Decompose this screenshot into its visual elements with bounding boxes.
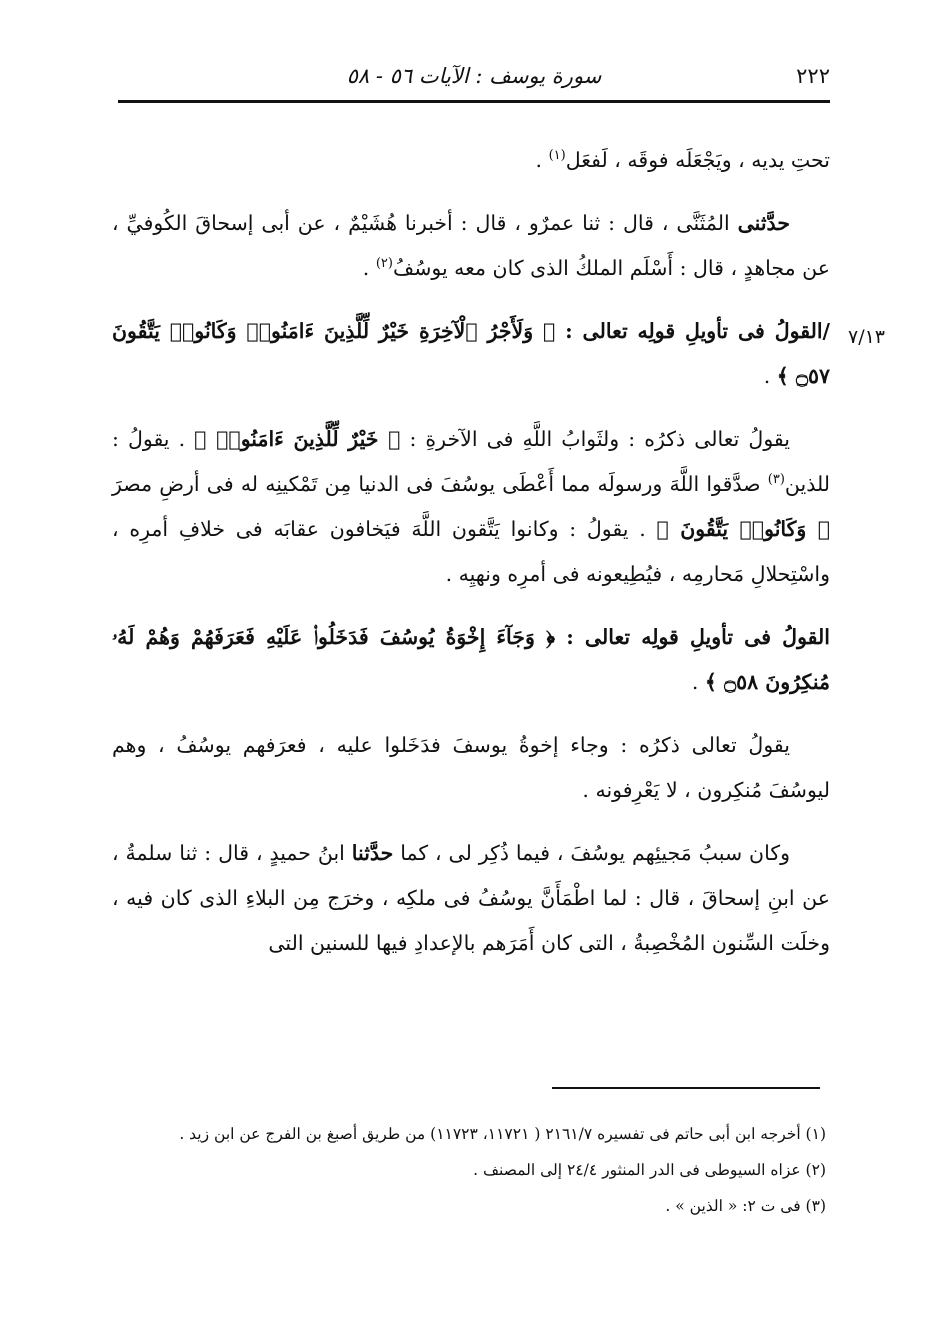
section-heading-tail: . bbox=[763, 364, 777, 388]
paragraph-1 bbox=[112, 138, 830, 183]
section-heading-tail-2: . bbox=[691, 670, 705, 694]
header-rule bbox=[118, 100, 830, 103]
footnote-ref-1: (١) bbox=[548, 148, 566, 164]
footnote-3: (٣) فى ت ٢: « الذين » . bbox=[665, 1197, 826, 1215]
section-heading-lead: /القولُ فى تأويلِ قولِه تعالى : bbox=[565, 319, 830, 343]
quran-quote-1: ﴿ خَيْرٌ لِّلَّذِينَ ءَامَنُوا۟ ﴾ bbox=[194, 427, 401, 451]
section-heading-lead-2: القولُ فى تأويلِ قولِه تعالى : bbox=[566, 625, 830, 649]
footnote-ref-2: (٢) bbox=[375, 256, 393, 272]
footnote-rule bbox=[552, 1087, 820, 1089]
margin-volume-page-note: ٧/١٣ bbox=[848, 326, 886, 348]
quran-verse-57: ﴿ وَلَأَجْرُ ٱلْآخِرَةِ خَيْرٌ لِّلَّذِينَ ءَامَنُوا۟ وَكَانُوا۟ يَتَّقُونَ ۝٥٧ ﴾ bbox=[112, 319, 830, 388]
paragraph-4-c: صدَّقوا اللَّهَ ورسولَه مما أَعْطَى يوسُفَ فى الدنيا مِن تَمْكينِه له فى أرضِ مصرَ bbox=[112, 472, 768, 496]
section-heading-verse-58 bbox=[112, 615, 830, 705]
footnote-ref-3: (٣) bbox=[767, 472, 785, 488]
running-title: سورة يوسف : الآيات ٥٦ - ٥٨ bbox=[346, 64, 602, 88]
paragraph-7 bbox=[112, 831, 830, 966]
paragraph-7-b: ابنُ حميدٍ ، قال : ثنا سلمةُ ، عن ابنِ إسحاقَ ، قال : لما اطْمَأَنَّ يوسُفُ فى ملكِه ، وخرَج مِن البلاءِ الذى كان فيه ، وخلَت السِّنون المُخْصِبةُ ، التى كان أَمَرَهم بالإعدادِ فيها للسنين التى bbox=[112, 841, 830, 955]
paragraph-2-text: المُثَنَّى ، قال : ثنا عمرٌو ، قال : أخبرنا هُشَيْمٌ ، عن أبى إسحاقَ الكُوفيِّ ، عن مجاهدٍ ، قال : أَسْلَم الملكُ الذى كان معه يوسُفُ bbox=[112, 211, 830, 280]
hadith-lead-word-2: حدَّثنا bbox=[351, 841, 394, 865]
footnote-2: (٢) عزاه السيوطى فى الدر المنثور ٢٤/٤ إلى المصنف . bbox=[473, 1161, 826, 1179]
paragraph-4-a: يقولُ تعالى ذكرُه : ولثَوابُ اللَّهِ فى الآخرةِ : bbox=[400, 427, 790, 451]
paragraph-4-b: . يقولُ : للذين bbox=[112, 427, 830, 496]
quran-quote-2: ﴿ وَكَانُوا۟ يَتَّقُونَ ﴾ bbox=[656, 517, 831, 541]
main-text bbox=[112, 138, 830, 984]
paragraph-4 bbox=[112, 417, 830, 597]
paragraph-2-tail: . bbox=[362, 256, 376, 280]
running-header bbox=[118, 56, 830, 96]
paragraph-7-a: وكان سببُ مَجيئِهم يوسُفَ ، فيما ذُكِر لى ، كما bbox=[393, 841, 790, 865]
footnote-1: (١) أخرجه ابن أبى حاتم فى تفسيره ٢١٦١/٧ ( ١١٧٢١، ١١٧٢٣) من طريق أصبغ بن الفرج عن ابن زيد . bbox=[179, 1125, 826, 1143]
quran-verse-58: ﴿ وَجَآءَ إِخْوَةُ يُوسُفَ فَدَخَلُوا۟ عَلَيْهِ فَعَرَفَهُمْ وَهُمْ لَهُۥ مُنكِرُونَ ۝٥٨ ﴾ bbox=[112, 625, 830, 694]
paragraph-1-tail: . bbox=[535, 148, 549, 172]
paragraph-1-text: تحتِ يديه ، ويَجْعَلَه فوقَه ، لَفعَل bbox=[565, 148, 830, 172]
page-number: ٢٢٢ bbox=[796, 64, 830, 88]
section-heading-verse-57 bbox=[112, 309, 830, 399]
paragraph-6: يقولُ تعالى ذكرُه : وجاء إخوةُ يوسفَ فدَخَلوا عليه ، فعرَفهم يوسُفُ ، وهم ليوسُفَ مُنكِرون ، لا يَعْرِفونه . bbox=[112, 733, 830, 802]
hadith-lead-word: حدَّثنى bbox=[737, 211, 790, 235]
footnotes bbox=[114, 1118, 826, 1226]
paragraph-4-d: . يقولُ : وكانوا يَتَّقون اللَّهَ فيَخافون عقابَه فى خلافِ أمرِه ، واسْتِحلالِ مَحارمِه ، فيُطِيعونه فى أمرِه ونهيِه . bbox=[112, 517, 830, 586]
paragraph-2 bbox=[112, 201, 830, 291]
